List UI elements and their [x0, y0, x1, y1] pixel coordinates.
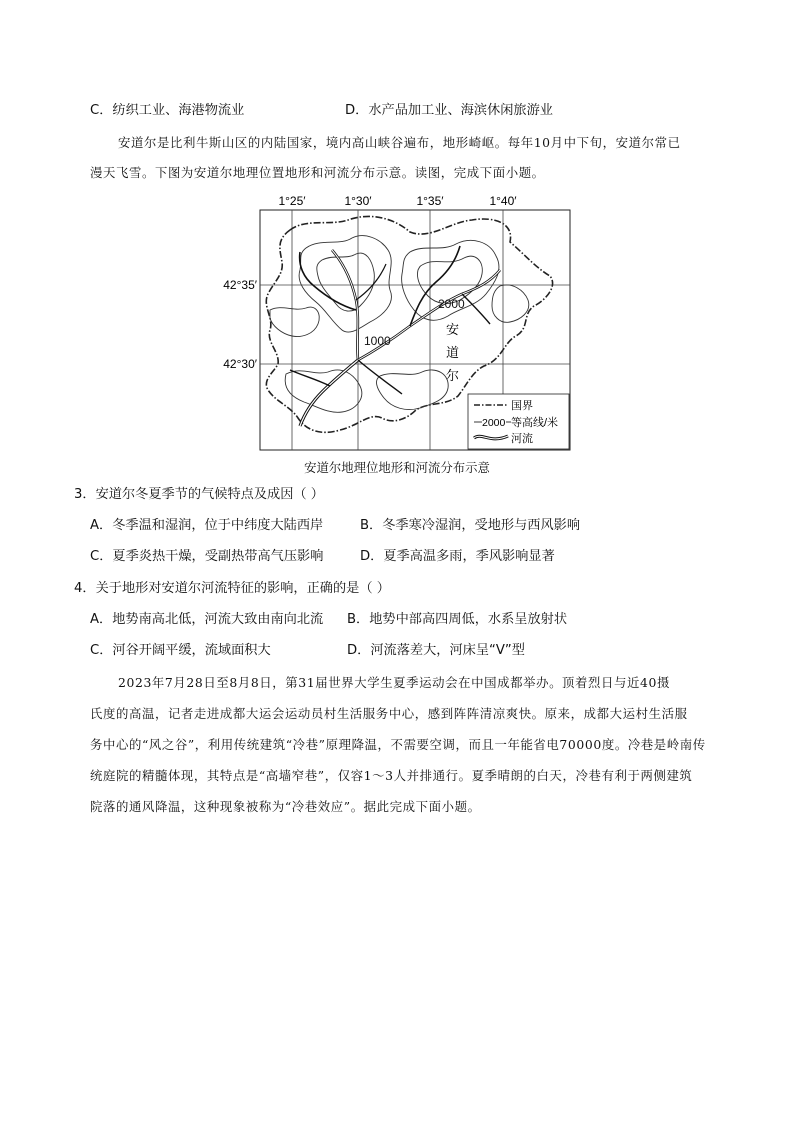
passage2-line-1: 2023年7月28日至8月8日，第31届世界大学生夏季运动会在中国成都举办。顶着烈日与近40摄	[118, 675, 670, 690]
q4-option-b[interactable]: B．地势中部高四周低，水系呈放射状	[347, 612, 568, 627]
passage1-line-2: 漫天飞雪。下图为安道尔地理位置地形和河流分布示意。读图，完成下面小题。	[90, 165, 545, 180]
andorra-map	[210, 190, 580, 470]
passage1-line-1: 安道尔是比利牛斯山区的内陆国家，境内高山峡谷遍布，地形崎岖。每年10月中下旬，安道尔常已	[118, 135, 681, 150]
map-legend	[468, 394, 569, 449]
passage2-line-4: 统庭院的精髓体现，其特点是“高墙窄巷”，仅容1～3人并排通行。夏季晴朗的白天，冷巷有利于两侧建筑	[90, 768, 693, 783]
option-c-prev: C．纺织工业、海港物流业	[90, 103, 245, 118]
passage2-line-5: 院落的通风降温，这种现象被称为“冷巷效应”。据此完成下面小题。	[90, 799, 481, 814]
legend-river-label: 河流	[511, 433, 533, 445]
lat-tick-1: 42°35′	[223, 278, 257, 292]
q4-option-d[interactable]: D．河流落差大，河床呈“V”型	[347, 643, 525, 658]
legend-border-label: 国界	[511, 400, 533, 412]
andorra-map-figure	[210, 190, 580, 470]
legend-contour-label: 等高线/米	[511, 417, 559, 429]
lat-tick-2: 42°30′	[223, 357, 257, 371]
q3-option-d[interactable]: D．夏季高温多雨，季风影响显著	[360, 549, 555, 564]
q4-option-c[interactable]: C．河谷开阔平缓，流域面积大	[90, 643, 271, 658]
q3-option-a[interactable]: A．冬季温和湿润，位于中纬度大陆西岸	[90, 518, 324, 533]
passage2-line-3: 务中心的“风之谷”，利用传统建筑“冷巷”原理降温，不需要空调，而且一年能省电70000度。冷巷是岭南传	[90, 737, 706, 752]
map-caption: 安道尔地理位地形和河流分布示意	[304, 460, 490, 475]
q4-option-a[interactable]: A．地势南高北低，河流大致由南向北流	[90, 612, 324, 627]
contour-label-1000: 1000	[364, 334, 391, 348]
lon-tick-1: 1°25′	[278, 194, 306, 208]
lon-tick-2: 1°30′	[344, 194, 372, 208]
lon-tick-3: 1°35′	[416, 194, 444, 208]
legend-contour-sample: 2000	[482, 417, 506, 429]
country-label-3: 尔	[446, 368, 460, 383]
lon-tick-4: 1°40′	[489, 194, 517, 208]
q3-option-b[interactable]: B．冬季寒冷湿润，受地形与西风影响	[360, 518, 581, 533]
q4-stem: 4．关于地形对安道尔河流特征的影响，正确的是（ ）	[74, 581, 390, 596]
country-label-1: 安	[446, 322, 460, 337]
country-label-2: 道	[446, 345, 460, 360]
q3-option-c[interactable]: C．夏季炎热干燥，受副热带高气压影响	[90, 549, 324, 564]
contour-label-2000: 2000	[438, 297, 465, 311]
passage2-line-2: 氏度的高温，记者走进成都大运会运动员村生活服务中心，感到阵阵清凉爽快。原来，成都大运村生活服	[90, 706, 688, 721]
option-d-prev: D．水产品加工业、海滨休闲旅游业	[345, 103, 553, 118]
q3-stem: 3．安道尔冬夏季节的气候特点及成因（ ）	[74, 487, 324, 502]
